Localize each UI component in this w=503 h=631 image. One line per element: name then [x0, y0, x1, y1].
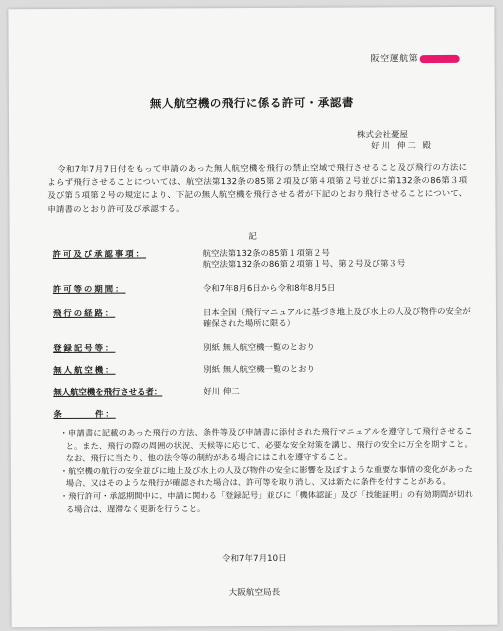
item-conditions	[53, 407, 473, 420]
item-label: 条 件：	[53, 408, 116, 420]
item-operator	[53, 385, 473, 398]
reference-number	[371, 51, 460, 64]
condition-item: ・航空機の航行の安全並びに地上及び水上の人及び物件の安全に影響を及ぼすような重要な事情の変化があった場合、又はそのような飛行が確認された場合は、許可等を取り消し、又は新たに条件を付すことがある。	[59, 463, 473, 489]
item-label: 飛行の経路：	[52, 307, 116, 319]
item-label: 許可等の期間：	[52, 283, 126, 295]
ki-heading: 記	[248, 231, 257, 243]
reference-number-text: 阪空運航第	[370, 54, 419, 65]
company-name: 株式会社憂屋	[357, 130, 409, 141]
item-label: 無人航空機：	[53, 364, 116, 376]
issuer: 大阪航空局長	[228, 587, 281, 599]
item-aircraft	[53, 363, 473, 376]
item-value-line: 航空法第132条の85第１項第２号	[202, 247, 330, 259]
item-value	[203, 247, 478, 270]
item-value: 別紙 無人航空機一覧のとおり	[203, 363, 315, 375]
conditions-list	[57, 425, 473, 515]
body-text: 令和7年7月7日付をもって申請のあった無人航空機を飛行の禁止空域で飛行させること及び飛行の方法によらず飛行させることについては、航空法第132条の85第２項及び第４項第２号並びに第132条の86第３項及び第５項第２号の規定により、下記の無人航空機を飛行させる者が下記のとおり飛行させることについて、申請書のとおり許可及び承認する。	[47, 161, 468, 214]
item-label: 登録記号等：	[53, 342, 116, 354]
item-value: 別紙 無人航空機一覧のとおり	[203, 341, 315, 353]
document-title: 無人航空機の飛行に係る許可・承認書	[149, 95, 354, 111]
item-value: 令和7年8月6日から令和8年8月5日	[202, 282, 336, 294]
issue-date: 令和7年7月10日	[221, 553, 287, 565]
item-period	[52, 282, 473, 295]
item-label: 許可及び承認事項：	[52, 248, 147, 260]
item-route	[52, 305, 473, 329]
permit-document	[8, 7, 497, 628]
item-permission-matters	[52, 247, 473, 270]
item-registration	[53, 341, 473, 354]
item-value: 好川 伸二	[203, 386, 240, 397]
item-value: 日本全国（飛行マニュアルに基づき地上及び水上の人及び物件の安全が確保された場所に限る）	[202, 305, 471, 329]
item-label: 無人航空機を飛行させる者：	[53, 386, 163, 398]
item-value-line: 航空法第132条の86第２項第１号、第２号及び第３号	[202, 258, 406, 270]
condition-item: ・申請書に記載のあった飛行の方法、条件等及び申請書に添付された飛行マニュアルを遵守して飛行させること。また、飛行の際の周囲の状況、天候等に応じて、必要な安全対策を講じ、飛行の安全に万全を期すこと。なお、飛行に当たり、他の法令等の制約がある場合にはこれを遵守すること。	[59, 425, 473, 464]
addressee: 好川 伸二 殿	[371, 141, 434, 152]
redaction-mark	[419, 54, 459, 62]
condition-item: ・飛行許可・承認期間中に、申請に関わる「登録記号」並びに「機体認証」及び「技能証明」の有効期間が切れる場合は、遅滞なく更新を行うこと。	[59, 488, 473, 514]
